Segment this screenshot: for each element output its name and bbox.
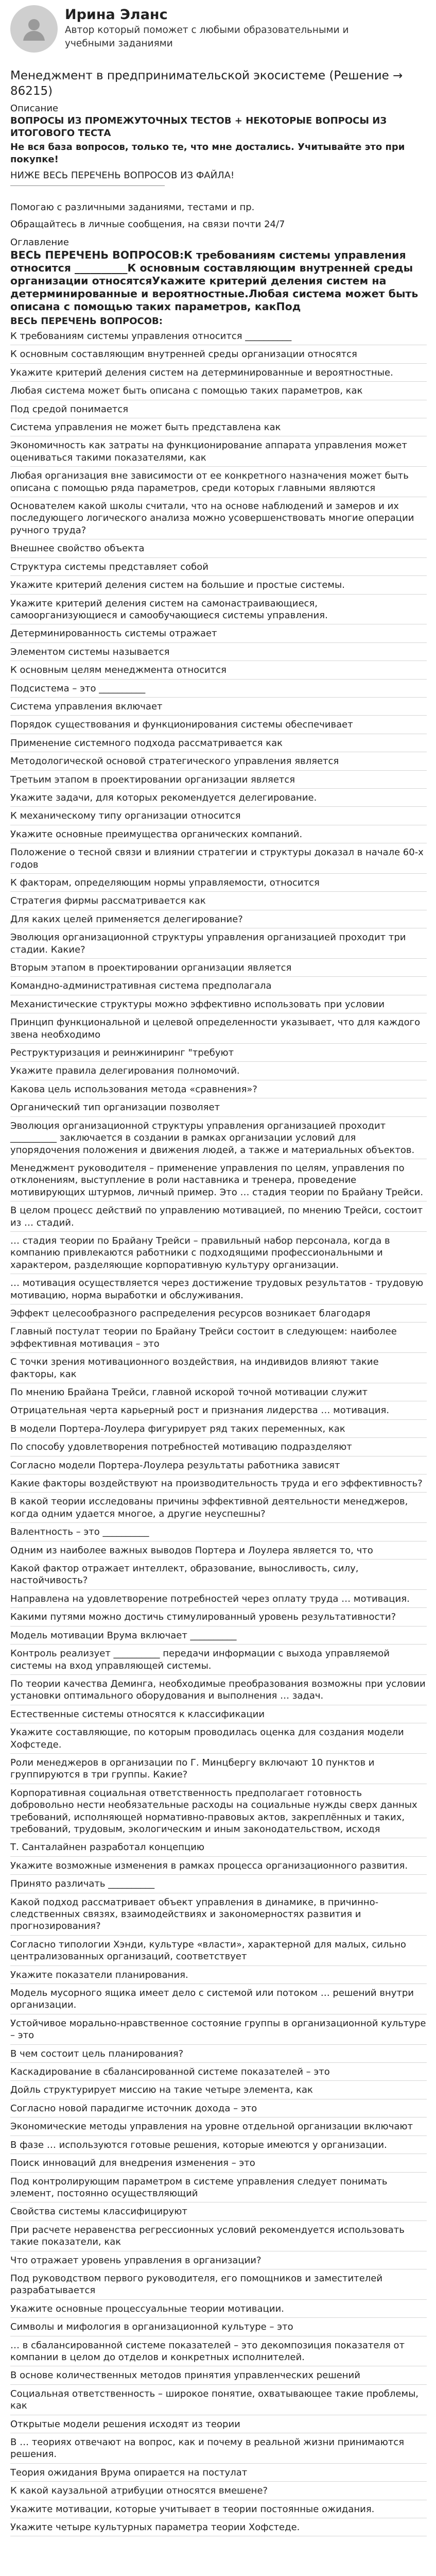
question-item: Какие факторы воздействуют на производительность труда и его эффективность?	[10, 1475, 427, 1493]
question-item: В модели Портера-Лоулера фигурирует ряд таких переменных, как	[10, 1420, 427, 1438]
question-item: В какой теории исследованы причины эффективной деятельности менеджеров, когда одним удается многое, а другие неуспешны?	[10, 1493, 427, 1523]
question-item: С точки зрения мотивационного воздействия, на индивидов влияют такие факторы, как	[10, 1353, 427, 1383]
avatar[interactable]	[10, 5, 58, 53]
question-item: Согласно модели Портера-Лоулера результаты работника зависят	[10, 1456, 427, 1475]
question-item: К основным составляющим внутренней среды организации относятся	[10, 345, 427, 363]
page-title: Менеджмент в предпринимательской экосистеме (Решение → 86215)	[10, 69, 403, 98]
question-item: Эволюция организационной структуры управления организацией проходит три стадии. Какие?	[10, 928, 427, 959]
question-item: Любая организация вне зависимости от ее конкретного назначения может быть описана с помощью ряда параметров, среди которых главными являются	[10, 467, 427, 497]
question-item: Укажите возможные изменения в рамках процесса организационного развития.	[10, 1857, 427, 1875]
question-item: Главный постулат теории по Брайану Трейси состоит в следующем: наиболее эффективная мотивация – это	[10, 1323, 427, 1353]
intro-contact: Обращайтесь в личные сообщения, на связи почти 24/7	[10, 219, 285, 230]
question-item: Каскадирование в сбалансированной системе показателей – это	[10, 2063, 427, 2081]
question-item: По теории качества Деминга, необходимые преобразования возможны при условии установки оптимального оборудования и выполнения … задач.	[10, 1675, 427, 1705]
question-item: Реструктуризация и реинжиниринг "требуют	[10, 1044, 427, 1062]
question-item: Эффект целесообразного распределения ресурсов возникает благодаря	[10, 1304, 427, 1323]
question-item: Какой фактор отражает интеллект, образование, выносливость, силу, настойчивость?	[10, 1560, 427, 1590]
question-item: Согласно новой парадигме источник дохода – это	[10, 2099, 427, 2117]
question-item: Какова цель использования метода «сравнения»?	[10, 1080, 427, 1098]
question-item: Устойчивое морально-нравственное состояние группы в организационной культуре – это	[10, 2014, 427, 2045]
question-item: Система управления не может быть представлена как	[10, 418, 427, 436]
question-item: Модель мусорного ящика имеет дело с системой или потоком … решений внутри организации.	[10, 1984, 427, 2014]
question-item: … в сбалансированной системе показателей – это декомпозиция показателя от компании в целом до отделов и конкретных исполнителей.	[10, 2336, 427, 2367]
question-item: Модель мотивации Врума включает __________	[10, 1626, 427, 1645]
intro-heading: ВОПРОСЫ ИЗ ПРОМЕЖУТОЧНЫХ ТЕСТОВ + НЕКОТОРЫЕ ВОПРОСЫ ИЗ ИТОГОВОГО ТЕСТА	[10, 115, 387, 139]
author-description: Автор который поможет с любыми образовательными и учебными заданиями	[65, 25, 349, 49]
intro-help: Помогаю с различными заданиями, тестами и пр.	[10, 201, 255, 213]
contents-text: ВЕСЬ ПЕРЕЧЕНЬ ВОПРОСОВ:К требованиям системы управления относится __________К основным составляющим внутренней среды организации относятсяУкажите критерий деления систем на детерминированные и вероятностные.Любая система может быть описана с помощью таких параметров, какПод	[10, 248, 418, 313]
question-item: К какой каузальной атрибуции относятся вмешене?	[10, 2482, 427, 2500]
question-item: Согласно типологии Хэнди, культуре «власти», характерной для малых, сильно централизованных организаций, соответствует	[10, 1936, 427, 1966]
question-item: Укажите мотивации, которые учитывает в теории постоянные ожидания.	[10, 2500, 427, 2518]
question-item: По мнению Брайана Трейси, главной искорой точной мотивации служит	[10, 1383, 427, 1401]
question-item: При расчете неравенства регрессионных условий рекомендуется использовать такие показатели, как	[10, 2221, 427, 2251]
question-item: К факторам, определяющим нормы управляемости, относится	[10, 874, 427, 892]
question-item: Укажите задачи, для которых рекомендуется делегирование.	[10, 789, 427, 807]
question-item: … стадия теории по Брайану Трейси – правильный набор персонала, когда в компанию привлекаются работники с подходящими профессиональными и характером, разделяющие корпоративную культуру организации.	[10, 1232, 427, 1274]
question-item: Командно-административная система предполагала	[10, 977, 427, 995]
question-item: Укажите составляющие, по которым проводилась оценка для создания модели Хофстеде.	[10, 1723, 427, 1754]
question-item: Система управления включает	[10, 698, 427, 716]
question-item: Детерминированность системы отражает	[10, 624, 427, 642]
spacer	[10, 186, 427, 201]
question-item: Стратегия фирмы рассматривается как	[10, 892, 427, 910]
question-item: Укажите критерий деления систем на большие и простые системы.	[10, 576, 427, 594]
question-item: Органический тип организации позволяет	[10, 1098, 427, 1116]
intro-warning: Не вся база вопросов, только те, что мне достались. Учитывайте это при покупке!	[10, 142, 405, 165]
question-item: Укажите критерий деления систем на самонастраивающиеся, самоорганизующиеся и самообучающиеся системы управления.	[10, 595, 427, 625]
question-item: Что отражает уровень управления в организации?	[10, 2251, 427, 2269]
question-item: Третьим этапом в проектировании организации является	[10, 771, 427, 789]
question-item: Укажите четыре культурных параметра теории Хофстеде.	[10, 2518, 427, 2536]
question-item: Корпоративная социальная ответственность предполагает готовность добровольно нести необязательные расходы на социальные нужды сверх данных требований, исполняющей нормативно-правовых актов, закреплённых и таких, требований, трудовым, экологическим и иным законодательством, исходя	[10, 1784, 427, 1839]
question-list	[10, 327, 427, 2536]
question-item: Поиск инноваций для внедрения изменения – это	[10, 2154, 427, 2172]
question-item: Принцип функциональной и целевой определенности указывает, что для каждого звена необходимо	[10, 1013, 427, 1044]
question-item: Роли менеджеров в организации по Г. Минцбергу включают 10 пунктов и группируются в три группы. Какие?	[10, 1754, 427, 1784]
question-item: Какой подход рассматривает объект управления в динамике, в причинно-следственных связях, взаимодействиях и закономерностях развития и прогнозирования?	[10, 1893, 427, 1936]
question-item: Отрицательная черта карьерный рост и признания лидерства … мотивация.	[10, 1401, 427, 1419]
question-item: … мотивация осуществляется через достижение трудовых результатов - трудовую мотивацию, норма выработки и обслуживания.	[10, 1274, 427, 1304]
question-item: Естественные системы относятся к классификации	[10, 1705, 427, 1723]
question-item: Применение системного подхода рассматривается как	[10, 734, 427, 752]
question-item: Под контролирующим параметром в системе управления следует понимать элемент, постоянно осуществляющий	[10, 2173, 427, 2203]
question-item: По способу удовлетворения потребностей мотивацию подразделяют	[10, 1438, 427, 1456]
user-icon	[20, 15, 48, 43]
question-item: Контроль реализует __________ передачи информации с выхода управляемой системы на вход управляющей системы.	[10, 1645, 427, 1675]
question-item: К основным целям менеджмента относится	[10, 661, 427, 679]
question-item: В … теориях отвечают на вопрос, как и почему в реальной жизни принимаются решения.	[10, 2433, 427, 2464]
question-item: В фазе … используются готовые решения, которые имеются у организации.	[10, 2136, 427, 2154]
question-item: Основателем какой школы считали, что на основе наблюдений и замеров и их последующего логического анализа можно усовершенствовать многие операции ручного труда?	[10, 497, 427, 539]
question-item: В целом процесс действий по управлению мотивацией, по мнению Трейси, состоит из … стадий.	[10, 1201, 427, 1232]
question-item: Валентность – это __________	[10, 1523, 427, 1541]
description-label: Описание	[10, 103, 59, 114]
question-item: Дойль структурирует миссию на такие четыре элемента, как	[10, 2081, 427, 2099]
question-item: Символы и мифология в организационной культуре – это	[10, 2318, 427, 2336]
question-item: Укажите основные процессуальные теории мотивации.	[10, 2300, 427, 2318]
question-item: Внешнее свойство объекта	[10, 539, 427, 557]
question-item: Вторым этапом в проектировании организации является	[10, 959, 427, 977]
question-item: Менеджмент руководителя – применение управления по целям, управления по отклонениям, выступление в роли наставника и тренера, проведение мотивирующих штурмов, личный пример. Это … стадия теории по Брайану Трейси.	[10, 1159, 427, 1201]
question-item: Одним из наиболее важных выводов Портера и Лоулера является то, что	[10, 1541, 427, 1560]
question-item: К требованиям системы управления относится __________	[10, 327, 427, 345]
contents-label: Оглавление	[10, 236, 69, 248]
question-item: Т. Санталайнен разработал концепцию	[10, 1838, 427, 1856]
question-item: Экономичность как затраты на функционирование аппарата управления может оцениваться такими показателями, как	[10, 436, 427, 467]
question-item: Положение о тесной связи и влиянии стратегии и структуры доказал в начале 60-х годов	[10, 843, 427, 874]
question-item: Подсистема – это __________	[10, 680, 427, 698]
question-item: Укажите основные преимущества органических компаний.	[10, 825, 427, 843]
question-item: Экономические методы управления на уровне отдельной организации включают	[10, 2117, 427, 2136]
question-item: Какими путями можно достичь стимулированный уровень результативности?	[10, 1608, 427, 1626]
author-name[interactable]: Ирина Эланс	[65, 7, 168, 23]
author-info	[65, 5, 394, 50]
question-item: Порядок существования и функционирования системы обеспечивает	[10, 716, 427, 734]
question-item: Теория ожидания Врума опирается на постулат	[10, 2464, 427, 2482]
question-item: Под руководством первого руководителя, его помощников и заместителей разрабатывается	[10, 2269, 427, 2300]
question-item: Эволюция организационной структуры управления организацией проходит __________ заключается в создании в рамках организации условий для упорядочения положения и движения людей, а также и материальных объектов.	[10, 1117, 427, 1159]
question-item: Механистические структуры можно эффективно использовать при условии	[10, 995, 427, 1013]
question-item: Укажите показатели планирования.	[10, 1966, 427, 1984]
question-item: Укажите критерий деления систем на детерминированные и вероятностные.	[10, 364, 427, 382]
question-item: Свойства системы классифицируют	[10, 2202, 427, 2221]
question-item: Направлена на удовлетворение потребностей через оплату труда … мотивация.	[10, 1590, 427, 1608]
question-item: Принято различать __________	[10, 1875, 427, 1893]
list-heading: ВЕСЬ ПЕРЕЧЕНЬ ВОПРОСОВ:	[10, 315, 163, 327]
question-item: К механическому типу организации относится	[10, 807, 427, 825]
question-item: Открытые модели решения исходят из теории	[10, 2415, 427, 2433]
intro-list-note: НИЖЕ ВЕСЬ ПЕРЕЧЕНЬ ВОПРОСОВ ИЗ ФАЙЛА!	[10, 170, 235, 181]
question-item: Структура системы представляет собой	[10, 558, 427, 576]
question-item: Методологической основой стратегического управления является	[10, 752, 427, 770]
question-item: В основе количественных методов принятия управленческих решений	[10, 2366, 427, 2384]
question-item: В чем состоит цель планирования?	[10, 2045, 427, 2063]
question-item: Под средой понимается	[10, 400, 427, 418]
question-item: Социальная ответственность – широкое понятие, охватывающее такие проблемы, как	[10, 2385, 427, 2415]
question-item: Элементом системы называется	[10, 643, 427, 661]
question-item: Для каких целей применяется делегирование?	[10, 910, 427, 928]
author-header	[10, 0, 427, 53]
question-item: Любая система может быть описана с помощью таких параметров, как	[10, 382, 427, 400]
question-item: Укажите правила делегирования полномочий.	[10, 1062, 427, 1080]
